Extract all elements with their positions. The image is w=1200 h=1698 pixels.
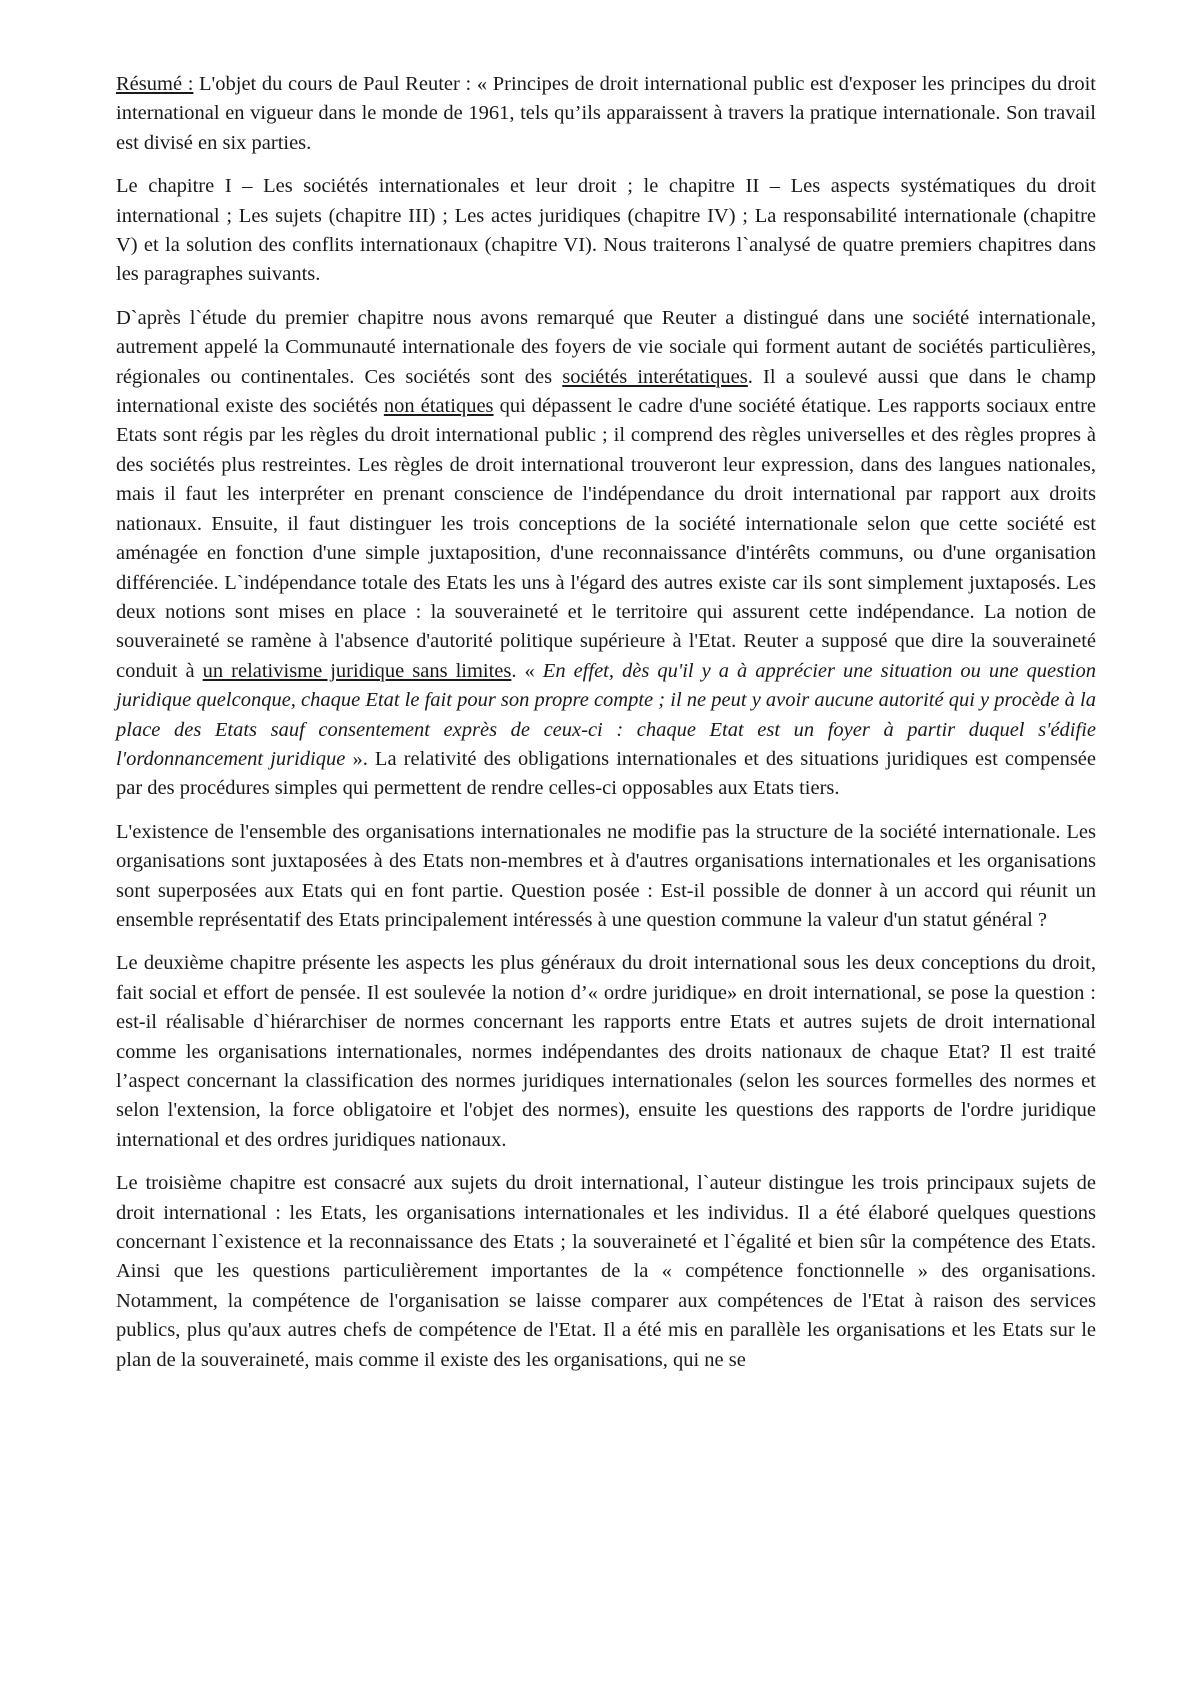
text-segment: ». La relativité des obligations internationales et des situations juridiques est compensée par des procédures simples qui permettent de rendre celles-ci opposables aux Etats tiers. [116, 747, 1096, 800]
underlined-term: non étatiques [383, 395, 494, 418]
text-segment: D`après l`étude du premier chapitre nous avons remarqué que Reuter a distingué dans une société internationale, autrement appelé la Communauté internationale des foyers de vie sociale qui forment autant de sociétés particulières, régionales ou continentales. Ces sociétés sont des [116, 306, 1096, 388]
summary-label: Résumé : [116, 73, 194, 95]
paragraph-chapter-two: Le deuxième chapitre présente les aspects les plus généraux du droit international sous les deux conceptions du droit, fait social et effort de pensée. Il est soulevée la notion d’« ordre juridique» en droit international, se pose la question : est-il réalisable d`hiérarchiser de normes concernant les rapports entre Etats et autres sujets de droit international comme les organisations internationales, normes indépendantes des droits nationaux de chaque Etat? Il est traité l’aspect concernant la classification des normes juridiques internationales (selon les sources formelles des normes et selon l'extension, la force obligatoire et l'objet des normes), ensuite les questions des rapports de l'ordre juridique international et des ordres juridiques nationaux. [116, 952, 1096, 1151]
text-segment: qui dépassent le cadre d'une société étatique. Les rapports sociaux entre Etats sont régis par les règles du droit international public ; il comprend des règles universelles et des règles propres à des sociétés plus restreintes. Les règles de droit international trouveront leur expression, dans des langues nationales, mais il faut les interpréter en prenant conscience de l'indépendance du droit international par rapport aux droits nationaux. Ensuite, il faut distinguer les trois conceptions de la société internationale selon que cette société est aménagée en fonction d'une simple juxtaposition, d'une reconnaissance d'intérêts communs, ou d'une organisation différenciée. L`indépendance totale des Etats les uns à l'égard des autres existe car ils sont simplement juxtaposés. Les deux notions sont mises en place : la souveraineté et le territoire qui assurent cette indépendance. La notion de souveraineté se ramène à l'absence d'autorité politique supérieure à l'Etat. Reuter a supposé que dire la souveraineté conduit à [116, 395, 1096, 682]
paragraph-summary [116, 70, 1096, 158]
paragraph-organisations: L'existence de l'ensemble des organisations internationales ne modifie pas la structure de la société internationale. Les organisations sont juxtaposées à des Etats non-membres et à d'autres organisations internationales et les organisations sont superposées aux Etats qui en font partie. Question posée : Est-il possible de donner à un accord qui réunit un ensemble représentatif des Etats principalement intéressés à une question commune la valeur d'un statut général ? [116, 820, 1096, 931]
text-segment: . « [511, 659, 543, 682]
paragraph-chapter-one [116, 304, 1096, 804]
text-segment: . Il a soulevé aussi que dans le champ international existe des sociétés [116, 365, 1097, 418]
paragraph-chapter-three: Le troisième chapitre est consacré aux sujets du droit international, l`auteur distingue les trois principaux sujets de droit international : les Etats, les organisations internationales et les individus. Il a été élaboré quelques questions concernant l`existence et la reconnaissance des Etats ; la souveraineté et l`égalité et bien sûr la compétence des Etats. Ainsi que les questions particulièrement importantes de la « compétence fonctionnelle » des organisations. Notamment, la compétence de l'organisation se laisse comparer aux compétences de l'Etat à raison des services publics, plus qu'aux autres chefs de compétence de l'Etat. Il a été mis en parallèle les organisations et les Etats sur le plan de la souveraineté, mais comme il existe des les organisations, qui ne se [116, 1172, 1096, 1371]
underlined-term: un relativisme juridique sans limites [202, 659, 512, 682]
summary-text: L'objet du cours de Paul Reuter : « Principes de droit international public est d'exposer les principes du droit international en vigueur dans le monde de 1961, tels qu’ils apparaissent à travers la pratique internationale. Son travail est divisé en six parties. [116, 73, 1096, 154]
underlined-term: sociétés interétatiques [562, 365, 748, 388]
italic-quote: En effet, dès qu'il y a à apprécier une situation ou une question juridique quelconque, chaque Etat le fait pour son propre compte ; il ne peut y avoir aucune autorité qui y procède à la place des Etats sauf consentement exprès de ceux-ci : chaque Etat est un foyer à partir duquel s'édifie l'ordonnancement juridique [116, 659, 1096, 770]
document-page [116, 70, 1096, 1389]
paragraph-chapters: Le chapitre I – Les sociétés internationales et leur droit ; le chapitre II – Les aspects systématiques du droit international ; Les sujets (chapitre III) ; Les actes juridiques (chapitre IV) ; La responsabilité internationale (chapitre V) et la solution des conflits internationaux (chapitre VI). Nous traiterons l`analysé de quatre premiers chapitres dans les paragraphes suivants. [116, 175, 1096, 286]
